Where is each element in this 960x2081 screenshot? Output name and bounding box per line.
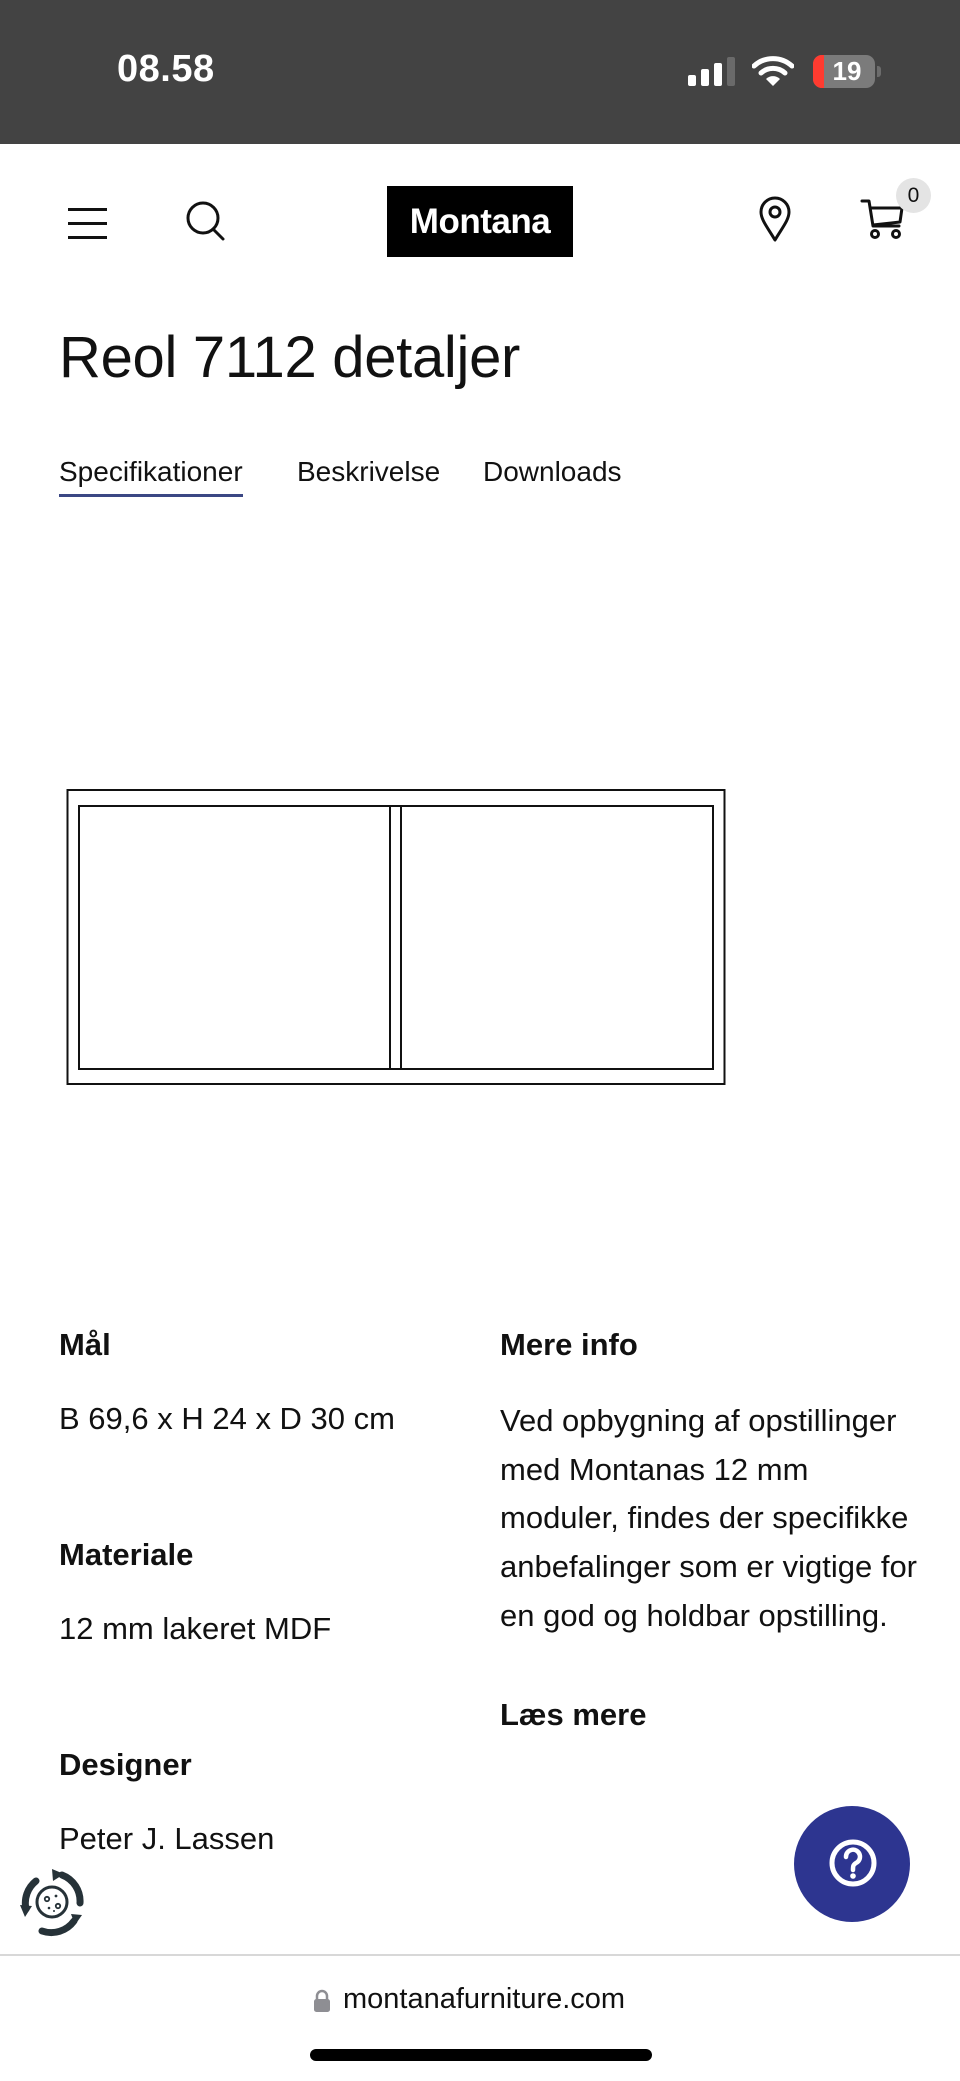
url-address[interactable]: montanafurniture.com bbox=[343, 1983, 626, 2015]
battery-nub bbox=[877, 66, 881, 77]
spec-dimensions-label: Mål bbox=[59, 1327, 111, 1362]
menu-button[interactable] bbox=[66, 204, 110, 242]
signal-icon bbox=[688, 57, 736, 86]
menu-icon-line bbox=[68, 208, 107, 211]
read-more-link[interactable]: Læs mere bbox=[500, 1697, 647, 1732]
search-icon[interactable] bbox=[182, 198, 228, 244]
spec-material-label: Materiale bbox=[59, 1537, 194, 1572]
battery-icon bbox=[813, 55, 875, 88]
cookie-settings-icon[interactable] bbox=[16, 1865, 88, 1937]
menu-icon-line bbox=[68, 222, 107, 225]
status-bar bbox=[0, 0, 960, 144]
spec-designer-label: Designer bbox=[59, 1747, 192, 1782]
question-icon bbox=[794, 1806, 910, 1922]
wifi-icon bbox=[752, 55, 794, 87]
page-title: Reol 7112 detaljer bbox=[59, 325, 521, 390]
more-info-text: Ved opbygning af opstillinger med Montanas 12 mm moduler, findes der specifikke anbefalinger som er vigtige for en god og holdbar opstilling. bbox=[500, 1403, 918, 1633]
tab-beskrivelse[interactable]: Beskrivelse bbox=[297, 456, 441, 487]
spec-designer-value: Peter J. Lassen bbox=[59, 1821, 275, 1856]
lock-icon bbox=[313, 1989, 331, 2013]
home-indicator[interactable] bbox=[310, 2049, 652, 2061]
battery-level: 19 bbox=[832, 56, 862, 86]
montana-logo[interactable]: Montana bbox=[387, 186, 573, 257]
cart-count-badge: 0 bbox=[896, 178, 931, 213]
more-info-label: Mere info bbox=[500, 1327, 638, 1362]
browser-url-bar bbox=[0, 1956, 960, 2081]
menu-icon-line bbox=[68, 236, 107, 239]
spec-dimensions-value: B 69,6 x H 24 x D 30 cm bbox=[59, 1401, 395, 1436]
tab-downloads[interactable]: Downloads bbox=[483, 456, 622, 487]
tab-specifikationer[interactable]: Specifikationer bbox=[59, 456, 243, 497]
status-time: 08.58 bbox=[117, 48, 215, 90]
help-button[interactable] bbox=[794, 1806, 910, 1922]
spec-material-value: 12 mm lakeret MDF bbox=[59, 1611, 332, 1646]
location-pin-icon[interactable] bbox=[756, 196, 794, 242]
product-drawing bbox=[66, 788, 726, 1086]
